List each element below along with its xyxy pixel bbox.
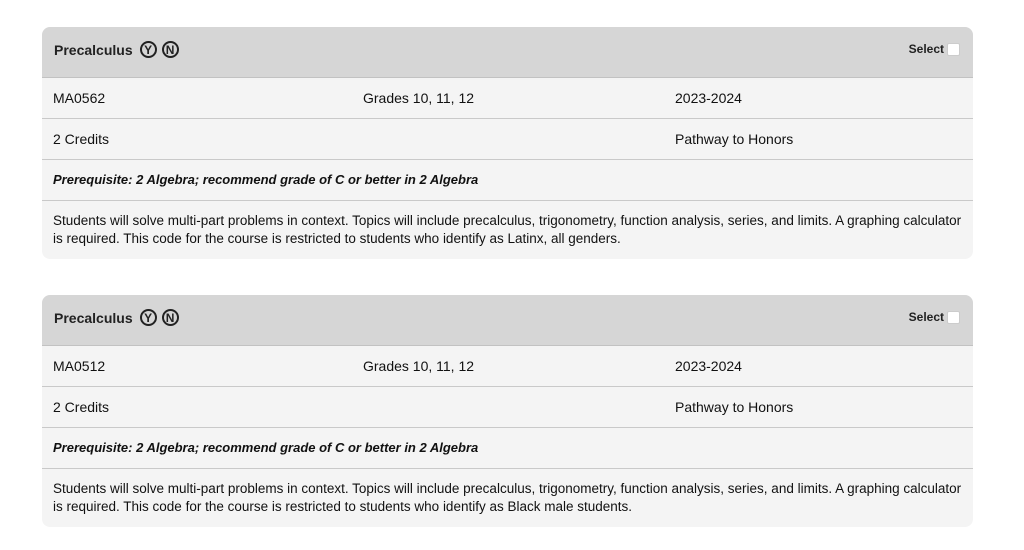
select-control[interactable] [909, 310, 960, 324]
course-description: Students will solve multi-part problems in context. Topics will include precalculus, trigonometry, function analysis, series, and limits. A graphing calculator is required. This code for the course is restricted to students who identify as Black male students. [53, 481, 962, 514]
course-code: MA0512 [53, 358, 106, 374]
course-card-header [42, 295, 973, 346]
course-credits: 2 Credits [53, 131, 110, 147]
select-control[interactable] [909, 42, 960, 56]
course-year: 2023-2024 [675, 358, 742, 374]
select-checkbox[interactable] [947, 43, 960, 56]
course-title: Precalculus [54, 309, 133, 326]
prerequisite-row [42, 428, 973, 469]
course-description: Students will solve multi-part problems in context. Topics will include precalculus, trigonometry, function analysis, series, and limits. A graphing calculator is required. This code for the course is restricted to students who identify as Latinx, all genders. [53, 213, 962, 246]
yes-circle-icon[interactable]: Y [140, 309, 157, 326]
course-title-group [54, 41, 179, 58]
no-circle-icon[interactable]: N [162, 41, 179, 58]
course-card-header [42, 27, 973, 78]
select-label: Select [908, 42, 944, 56]
course-credits: 2 Credits [53, 399, 110, 415]
no-circle-icon[interactable]: N [162, 309, 179, 326]
course-year: 2023-2024 [675, 90, 742, 106]
course-card [42, 295, 973, 527]
prerequisite-row [42, 160, 973, 201]
course-grades: Grades 10, 11, 12 [363, 90, 475, 106]
course-pathway: Pathway to Honors [675, 131, 794, 147]
prerequisite-text: Prerequisite: 2 Algebra; recommend grade of C or better in 2 Algebra [53, 440, 479, 455]
course-info-row [42, 346, 973, 387]
prerequisite-text: Prerequisite: 2 Algebra; recommend grade of C or better in 2 Algebra [53, 172, 479, 187]
course-grades: Grades 10, 11, 12 [363, 358, 475, 374]
course-title-group [54, 309, 179, 326]
select-label: Select [908, 310, 944, 324]
course-title: Precalculus [54, 41, 133, 58]
yes-circle-icon[interactable]: Y [140, 41, 157, 58]
course-pathway: Pathway to Honors [675, 399, 794, 415]
course-credits-row [42, 387, 973, 428]
course-credits-row [42, 119, 973, 160]
course-info-row [42, 78, 973, 119]
select-checkbox[interactable] [947, 311, 960, 324]
course-code: MA0562 [53, 90, 106, 106]
course-card [42, 27, 973, 259]
